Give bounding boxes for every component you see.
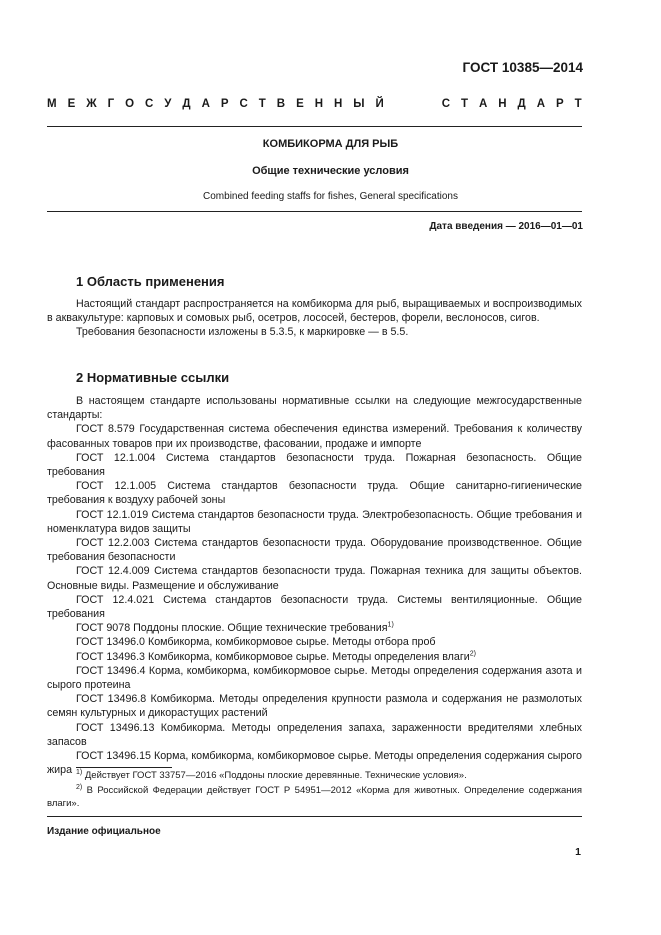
footnote-mark: 1) — [76, 768, 83, 776]
footnote — [47, 784, 582, 811]
banner-letter: А — [478, 98, 488, 110]
footnote-mark: 2) — [76, 783, 83, 791]
reference-item: ГОСТ 12.4.021 Система стандартов безопасности труда. Системы вентиляционные. Общие требования — [47, 593, 582, 621]
title-divider — [47, 211, 582, 212]
section-2-heading: 2 Нормативные ссылки — [76, 370, 230, 385]
reference-item: ГОСТ 13496.8 Комбикорма. Методы определения крупности размола и содержания не размолотых семян культурных и дикорастущих растений — [47, 693, 582, 720]
bottom-divider — [47, 816, 582, 817]
banner-letter: О — [125, 98, 135, 110]
banner-letter: Р — [220, 98, 229, 110]
footnote-divider — [76, 767, 172, 768]
reference-item: ГОСТ 13496.13 Комбикорма. Методы определения запаха, зараженности вредителями хлебных запасов — [47, 721, 582, 748]
footnote — [47, 769, 582, 783]
banner-letter: А — [201, 98, 210, 110]
footnote-mark: 2) — [469, 650, 476, 658]
reference-item: ГОСТ 13496.4 Корма, комбикорма, комбикормовое сырье. Методы определения содержания азота и сырого протеина — [47, 664, 582, 692]
document-subtitle: Общие технические условия — [252, 165, 409, 177]
banner-letter: Н — [498, 98, 507, 110]
banner-letter: А — [536, 98, 546, 110]
reference-item — [47, 621, 582, 635]
banner-letter: Г — [107, 98, 115, 110]
banner-letter: Е — [296, 98, 304, 110]
paragraph: Настоящий стандарт распространяется на комбикорма для рыб, выращиваемых и воспроизводимых в аквакультуре: карповых и сомовых рыб, осетров, лососей, бестеров, форели, веслоносов, сигов. — [47, 298, 582, 325]
section-1-heading: 1 Область применения — [76, 274, 225, 289]
document-id: ГОСТ 10385—2014 — [462, 60, 583, 75]
reference-item: ГОСТ 12.1.004 Система стандартов безопасности труда. Пожарная безопасность. Общие требования — [47, 451, 582, 479]
english-title: Combined feeding staffs for fishes, General specifications — [203, 191, 458, 202]
reference-item: ГОСТ 8.579 Государственная система обеспечения единства измерений. Требования к количеству фасованных товаров при их производстве, фасовании, продаже и импорте — [47, 423, 582, 450]
banner-letter: Д — [517, 98, 526, 110]
banner-letter: Д — [182, 98, 191, 110]
banner-letter: М — [47, 98, 57, 110]
banner-letter: Н — [333, 98, 343, 110]
banner-letter: Е — [67, 98, 76, 110]
reference-text: ГОСТ 13496.3 Комбикорма, комбикормовое сырье. Методы определения влаги — [76, 650, 470, 663]
standard-banner — [47, 98, 582, 110]
paragraph: В настоящем стандарте использованы нормативные ссылки на следующие межгосударственные стандарты: — [47, 395, 582, 422]
banner-letter: С — [145, 98, 154, 110]
banner-letter: Й — [375, 98, 384, 110]
reference-item: ГОСТ 12.4.009 Система стандартов безопасности труда. Пожарная техника для защиты объектов. Основные виды. Размещение и обслуживание — [47, 565, 582, 592]
paragraph: Требования безопасности изложены в 5.3.5, к маркировке — в 5.5. — [76, 326, 409, 339]
banner-letter: Ы — [353, 98, 365, 110]
banner-letter: Н — [314, 98, 324, 110]
reference-item: ГОСТ 13496.0 Комбикорма, комбикормовое сырье. Методы отбора проб — [76, 636, 436, 649]
banner-gap — [395, 98, 431, 110]
reference-text: ГОСТ 9078 Поддоны плоские. Общие технические требования — [76, 622, 388, 635]
reference-item: ГОСТ 13496.15 Корма, комбикорма, комбикормовое сырье. Методы определения содержания сырого жира — [47, 750, 582, 777]
banner-letter: У — [164, 98, 172, 110]
banner-letter: С — [441, 98, 451, 110]
banner-letter: Т — [258, 98, 266, 110]
introduction-date: Дата введения — 2016—01—01 — [429, 221, 583, 232]
reference-item: ГОСТ 12.2.003 Система стандартов безопасности труда. Оборудование производственное. Общие требования безопасности — [47, 537, 582, 564]
footnotes — [47, 769, 582, 812]
footnote-text: Действует ГОСТ 33757—2016 «Поддоны плоские деревянные. Технические условия». — [84, 770, 467, 781]
section-1-body — [47, 297, 582, 340]
top-divider — [47, 126, 582, 127]
banner-letter: Р — [556, 98, 564, 110]
reference-item — [47, 650, 582, 664]
section-2-body — [47, 394, 582, 777]
reference-item: ГОСТ 12.1.005 Система стандартов безопасности труда. Общие санитарно-гигиенические требования к воздуху рабочей зоны — [47, 480, 582, 507]
document-title: КОМБИКОРМА ДЛЯ РЫБ — [262, 138, 399, 150]
banner-letter: Т — [460, 98, 469, 110]
banner-letter: Т — [574, 98, 582, 110]
banner-letter: С — [239, 98, 248, 110]
edition-label: Издание официальное — [47, 826, 161, 837]
footnote-text: В Российской Федерации действует ГОСТ Р 54951—2012 «Корма для животных. Определение содержания влаги». — [47, 784, 583, 809]
banner-letter: Ж — [86, 98, 97, 110]
footnote-mark: 1) — [387, 621, 394, 629]
reference-item: ГОСТ 12.1.019 Система стандартов безопасности труда. Электробезопасность. Общие требования и номенклатура видов защиты — [47, 508, 582, 535]
page-number: 1 — [575, 846, 581, 858]
banner-letter: В — [276, 98, 286, 110]
